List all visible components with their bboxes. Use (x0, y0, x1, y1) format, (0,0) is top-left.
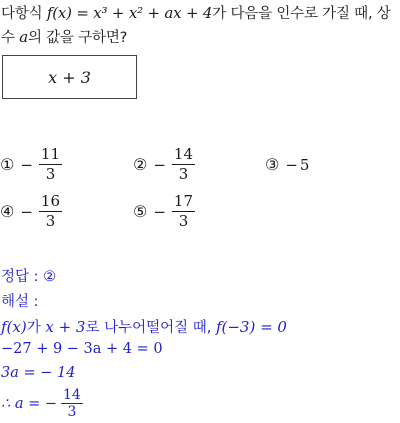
question-line-1 (1, 3, 391, 24)
explanation-label-line (1, 290, 39, 311)
step4-prefix: ∴ a = − (1, 395, 57, 412)
choice-5-denominator: 3 (178, 212, 189, 230)
solution-step-4 (1, 388, 83, 419)
choice-5-numerator: 17 (173, 192, 194, 210)
step4-fraction (61, 388, 83, 419)
step4-denominator: 3 (67, 404, 77, 420)
choice-4-fraction (39, 193, 62, 230)
step1-text-1: 가 (26, 320, 46, 336)
choice-2-mark: ② (133, 155, 148, 174)
step2-expression: −27 + 9 − 3a + 4 = 0 (1, 341, 163, 357)
choice-4-mark: ④ (0, 202, 15, 221)
choice-2-denominator: 3 (178, 165, 189, 183)
solution-step-1 (1, 316, 287, 337)
step3-expression: 3a = − 14 (1, 365, 76, 381)
step4-numerator: 14 (63, 387, 81, 403)
question-line-2 (1, 27, 127, 48)
choice-1-denominator: 3 (45, 165, 56, 183)
choice-2[interactable] (133, 146, 195, 183)
choice-3-mark: ③ (265, 155, 280, 174)
solution-step-3 (1, 365, 75, 381)
step1-expr-f: f(x) (1, 318, 27, 336)
choice-4[interactable] (0, 193, 62, 230)
question-variable: a (19, 28, 28, 46)
polynomial-expression: f(x) = x³ + x² + ax + 4 (46, 4, 213, 22)
choice-5-sign: − (153, 202, 166, 221)
choice-2-fraction (172, 146, 195, 183)
choice-1-mark: ① (0, 155, 15, 174)
factor-box (2, 55, 137, 99)
solution-step-2 (1, 341, 163, 357)
explanation-label: 해설 : (1, 294, 39, 310)
step1-text-2: 로 나누어떨어질 때, (85, 320, 216, 336)
step1-expr-value: f(−3) = 0 (215, 318, 287, 336)
choice-1-fraction (39, 146, 62, 183)
question-line2-prefix: 수 (1, 30, 20, 46)
step1-expr-divisor: x + 3 (45, 318, 86, 336)
choice-1-sign: − (20, 155, 33, 174)
choice-4-denominator: 3 (45, 212, 56, 230)
choice-4-sign: − (20, 202, 33, 221)
choice-1[interactable] (0, 146, 62, 183)
question-line2-suffix: 의 값을 구하면? (27, 30, 128, 46)
factor-expression: x + 3 (48, 67, 91, 87)
answer-label: 정답 : ② (1, 269, 57, 285)
choice-5-fraction (172, 193, 195, 230)
choice-1-numerator: 11 (40, 145, 61, 163)
choice-3-sign: − (285, 155, 298, 174)
choice-4-numerator: 16 (40, 192, 61, 210)
choice-5-mark: ⑤ (133, 202, 148, 221)
answer-line (1, 265, 56, 286)
choice-2-numerator: 14 (173, 145, 194, 163)
question-suffix: 가 다음을 인수로 가질 때, 상 (212, 6, 391, 22)
question-prefix: 다항식 (1, 6, 47, 22)
choice-3-value: 5 (299, 155, 310, 174)
choice-5[interactable] (133, 193, 195, 230)
choice-2-sign: − (153, 155, 166, 174)
choice-3[interactable] (265, 155, 309, 174)
